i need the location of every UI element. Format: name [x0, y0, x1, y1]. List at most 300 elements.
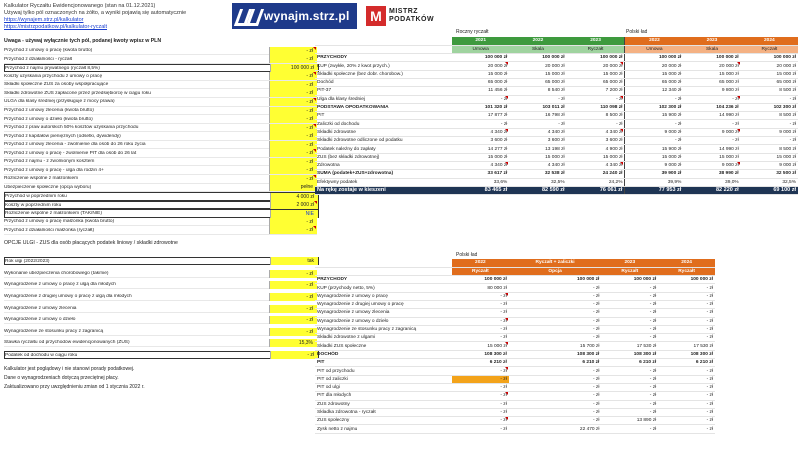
column-subheader: Ryczałt — [452, 267, 509, 275]
value-cell: - zł — [452, 367, 509, 375]
input-label: Rozliczenie wspólne z małżonkiem — [4, 176, 79, 182]
option-row — [4, 316, 317, 324]
header-spacer — [315, 37, 452, 45]
option-value: - zł — [306, 305, 313, 312]
value-cell: - zł — [509, 292, 602, 300]
input-field[interactable] — [269, 81, 317, 89]
value-cell: - zł — [452, 95, 509, 103]
input-row — [4, 158, 317, 166]
value-cell: - zł — [452, 375, 509, 383]
input-label: Przychód z najmu - z zwolnionym kosztem — [4, 159, 95, 165]
input-field[interactable] — [269, 149, 317, 157]
input-label: Przychód z umowy o pracę małżonka (kwota brutto) — [4, 219, 115, 225]
input-row — [4, 124, 317, 132]
input-row — [4, 218, 317, 226]
value-cell: - zł — [452, 334, 509, 342]
value-cell: 100 000 zł — [509, 54, 566, 62]
column-subheader: Umowa — [625, 45, 683, 53]
value-cell: 8 500 zł — [741, 112, 798, 120]
value-cell: 15 000 zł — [509, 70, 566, 78]
column-subheader: Ryczałt — [658, 267, 715, 275]
input-field[interactable] — [269, 158, 317, 166]
value-cell: - zł — [658, 325, 715, 333]
input-label: Składki zdrowotne ZUS zapłacone przez przedsiębiorcę w ciągu roku — [4, 90, 151, 96]
value-cell: 100 000 zł — [452, 54, 509, 62]
input-label: Przychód z działalności - ryczałt — [4, 56, 72, 62]
input-label: Rozliczenie wspólne z małżonkiem (TAK/NIE) — [5, 211, 102, 217]
value-cell: - zł — [658, 400, 715, 408]
table-row — [315, 153, 798, 161]
input-field[interactable] — [270, 210, 318, 218]
row-label: Zdrowotna — [315, 161, 452, 169]
value-cell: - zł — [658, 375, 715, 383]
table-row — [315, 62, 798, 70]
input-value: 100 000 zł — [290, 65, 314, 72]
value-cell: - zł — [683, 95, 740, 103]
input-value: - zł — [306, 116, 313, 123]
input-row — [4, 141, 317, 149]
value-cell: 15 700 zł — [509, 342, 602, 350]
input-field[interactable] — [269, 175, 317, 183]
value-cell: 8 500 zł — [741, 87, 798, 95]
value-cell: 15 000 zł — [625, 153, 683, 161]
row-label: PIT od przychodu — [315, 367, 452, 375]
note-line: Dane o wynagrodzeniach dotyczą przeciętnej płacy. — [4, 375, 119, 381]
option-label: Wynagrodzenie z drugiej umowy o pracę z ulgą dla młodych — [4, 294, 132, 300]
table-row — [315, 284, 715, 292]
table-row — [315, 87, 798, 95]
wynajem-logo[interactable] — [232, 3, 357, 29]
value-cell: 33 617 zł — [452, 170, 509, 178]
option-field[interactable] — [270, 257, 318, 265]
value-cell: 14 277 zł — [452, 145, 509, 153]
table-row — [315, 112, 798, 120]
value-cell: 100 000 zł — [683, 54, 740, 62]
row-label: DOCHÓD — [315, 350, 452, 358]
value-cell: - zł — [625, 137, 683, 145]
table-row — [315, 292, 715, 300]
header-spacer — [315, 267, 452, 275]
option-field[interactable] — [269, 316, 317, 324]
value-cell: 65 000 zł — [452, 78, 509, 86]
value-cell: 4 340 zł — [509, 128, 566, 136]
value-cell: - zł — [601, 292, 658, 300]
value-cell: 9 000 zł — [625, 161, 683, 169]
value-cell: - zł — [509, 375, 602, 383]
value-cell: 15 000 zł — [625, 70, 683, 78]
value-cell: - zł — [509, 417, 602, 425]
table-row — [315, 120, 798, 128]
option-value: - zł — [306, 270, 313, 277]
value-cell: 33,6% — [452, 178, 509, 186]
row-label: ZUS (bez składki zdrowotnej) — [315, 153, 452, 161]
row-label: Składka zdrowotna - ryczałt — [315, 408, 452, 416]
value-cell: 4 340 zł — [452, 161, 509, 169]
value-cell: 100 000 zł — [601, 276, 658, 284]
input-row — [4, 81, 317, 89]
table-row — [315, 309, 715, 317]
value-cell: 11 456 zł — [452, 87, 509, 95]
value-cell: 100 000 zł — [625, 54, 683, 62]
column-header: 2021 — [452, 37, 509, 45]
value-cell: - zł — [452, 392, 509, 400]
value-cell: 24,2% — [567, 178, 625, 186]
value-cell: - zł — [509, 284, 602, 292]
header-spacer — [315, 259, 452, 267]
input-row — [4, 73, 317, 81]
section1-title: Uwaga - używaj wyłącznie tych pól, podanej kwoty wpisz w PLN — [4, 38, 162, 44]
row-label: PIT — [315, 359, 452, 367]
row-label: PIT od zaliczki — [315, 375, 452, 383]
value-cell: 8 540 zł — [509, 87, 566, 95]
value-cell: 9 000 zł — [683, 128, 740, 136]
row-label: Wynagrodzenie z umowy o pracę — [315, 292, 452, 300]
footer-label: Na rękę zostaje w kieszeni — [315, 186, 452, 194]
value-cell: - zł — [509, 408, 602, 416]
row-label: Efektywny podatek — [315, 178, 452, 186]
value-cell: - zł — [601, 408, 658, 416]
row-label: KUP (zwykłe, 20% z kwot przych.) — [315, 62, 452, 70]
column-header: Ryczałt + zaliczki — [509, 259, 602, 267]
value-cell: 100 000 zł — [741, 54, 798, 62]
row-label: PRZYCHODY — [315, 276, 452, 284]
option-field[interactable] — [269, 328, 317, 336]
option-field[interactable] — [269, 293, 317, 301]
option-value: 15,3% — [298, 339, 313, 346]
column-header: 2022 — [509, 37, 566, 45]
table1 — [315, 37, 798, 195]
input-label: Przychód z najmu prywatnego (ryczałt 8,5%) — [5, 65, 100, 71]
value-cell: 17 877 zł — [452, 112, 509, 120]
value-cell: 4 340 zł — [509, 161, 566, 169]
note-line: Zaktualizowano przy uwzględnieniu zmian od 1 stycznia 2022 r. — [4, 384, 145, 390]
row-label: Składki ZUS społeczne — [315, 342, 452, 350]
value-cell: - zł — [509, 325, 602, 333]
footer-value: 82 220 zł — [683, 186, 740, 194]
value-cell: - zł — [509, 95, 566, 103]
input-field[interactable] — [269, 47, 317, 55]
table-row — [315, 128, 798, 136]
column-header: 2022 — [452, 259, 509, 267]
value-cell: 9 000 zł — [625, 128, 683, 136]
value-cell: 9 800 zł — [683, 87, 740, 95]
row-label: ZUS społeczny — [315, 417, 452, 425]
row-label: Wynagrodzenie z umowy zlecenia — [315, 309, 452, 317]
value-cell: 65 000 zł — [567, 78, 625, 86]
value-cell: - zł — [658, 292, 715, 300]
input-row — [4, 107, 317, 115]
option-field[interactable] — [269, 305, 317, 313]
value-cell: - zł — [509, 367, 602, 375]
option-row — [4, 270, 317, 278]
option-field[interactable] — [269, 270, 317, 278]
value-cell: - zł — [658, 392, 715, 400]
row-label: Składki zdrowotne odliczone od podatku — [315, 137, 452, 145]
value-cell: 15 000 zł — [741, 70, 798, 78]
value-cell: 6 210 zł — [452, 359, 509, 367]
value-cell: - zł — [601, 309, 658, 317]
value-cell: 3 600 zł — [509, 137, 566, 145]
value-cell: - zł — [452, 400, 509, 408]
value-cell: 4 900 zł — [567, 145, 625, 153]
row-label: Zysk netto z najmu — [315, 425, 452, 433]
table-row — [315, 383, 715, 391]
input-field[interactable] — [270, 64, 318, 72]
value-cell: 65 000 zł — [625, 78, 683, 86]
input-field[interactable] — [269, 226, 317, 234]
value-cell: - zł — [452, 325, 509, 333]
value-cell: - zł — [658, 317, 715, 325]
input-row — [4, 184, 317, 192]
value-cell: 13 890 zł — [601, 417, 658, 425]
footer-value: 76 061 zł — [567, 186, 625, 194]
value-cell: - zł — [509, 317, 602, 325]
value-cell: - zł — [601, 284, 658, 292]
value-cell: - zł — [658, 417, 715, 425]
value-cell: 16 798 zł — [509, 112, 566, 120]
table-row — [315, 161, 798, 169]
input-row — [4, 201, 319, 209]
column-header: 2023 — [683, 37, 740, 45]
value-cell: 108 300 zł — [452, 350, 509, 358]
column-header: 2023 — [567, 37, 625, 45]
input-value: - zł — [306, 150, 313, 157]
column-subheader: Skala — [509, 45, 566, 53]
input-field[interactable] — [270, 193, 318, 201]
input-field[interactable] — [269, 115, 317, 123]
input-value: - zł — [306, 98, 313, 105]
column-subheader: Ryczałt — [567, 45, 625, 53]
option-value: - zł — [306, 281, 313, 288]
column-subheader: Opcja — [509, 267, 602, 275]
input-field[interactable] — [269, 72, 317, 80]
input-label: Koszty uzyskania przychodu z umowy o pracę — [4, 73, 103, 79]
option-row — [4, 351, 319, 359]
input-value: - zł — [306, 107, 313, 114]
header-lines — [4, 3, 226, 31]
value-cell: - zł — [658, 284, 715, 292]
value-cell: - zł — [452, 120, 509, 128]
value-cell: - zł — [658, 408, 715, 416]
value-cell: 39,9% — [625, 178, 683, 186]
option-label: Rok ulgi (2022/2023) — [5, 258, 50, 264]
input-value: - zł — [306, 133, 313, 140]
value-cell: - zł — [741, 95, 798, 103]
option-value: - zł — [306, 316, 313, 323]
input-row — [4, 56, 317, 64]
input-row — [4, 64, 319, 72]
input-row — [4, 192, 319, 200]
table-row — [315, 300, 715, 308]
value-cell: 20 000 zł — [509, 62, 566, 70]
mistrz-logo[interactable] — [366, 3, 456, 29]
table1-right-caption: Polski ład — [626, 29, 648, 35]
value-cell: 15 000 zł — [509, 153, 566, 161]
value-cell: - zł — [509, 120, 566, 128]
input-value: - zł — [306, 141, 313, 148]
value-cell: 102 300 zł — [741, 103, 798, 111]
value-cell: 24 240 zł — [567, 170, 625, 178]
row-label: Składki zdrowotne — [315, 128, 452, 136]
row-label: KUP (przychody netto, 5%) — [315, 284, 452, 292]
option-value: - zł — [306, 293, 313, 300]
input-label: Koszty w poprzednim roku — [5, 202, 62, 208]
table-subheader-row — [315, 267, 715, 275]
header-link[interactable]: https://wynajem.strz.pl/kalkulator — [4, 17, 84, 23]
table-row — [315, 95, 798, 103]
value-cell: 65 000 zł — [741, 78, 798, 86]
input-row — [4, 167, 317, 175]
mistrz-logo-top: MISTRZ — [389, 8, 419, 15]
value-cell: 15 000 zł — [683, 153, 740, 161]
row-label: Ulga dla klasy średniej — [315, 95, 452, 103]
row-label: Wynagrodzenie z umowy o dzieło — [315, 317, 452, 325]
input-field[interactable] — [270, 201, 318, 209]
value-cell: - zł — [452, 408, 509, 416]
row-label: Wynagrodzenie ze stosunku pracy z zagranicą — [315, 325, 452, 333]
input-value: 4 000 zł — [296, 193, 314, 200]
row-label: PODSTAWA OPODATKOWANIA — [315, 103, 452, 111]
value-cell: 9 000 zł — [741, 161, 798, 169]
row-label: PRZYCHODY — [315, 54, 452, 62]
value-cell: 104 236 zł — [683, 103, 740, 111]
value-cell: 39,0% — [683, 178, 740, 186]
column-subheader: Umowa — [452, 45, 509, 53]
value-cell: - zł — [452, 317, 509, 325]
table-row — [315, 276, 715, 284]
input-field[interactable] — [269, 183, 317, 191]
option-label: Wynagrodzenie ze stosunku pracy z zagranicą — [4, 329, 104, 335]
value-cell: - zł — [509, 400, 602, 408]
value-cell: - zł — [625, 95, 683, 103]
value-cell: 32 500 zł — [741, 170, 798, 178]
value-cell: 100 000 zł — [658, 276, 715, 284]
section2-title: OPCJE ULGI - ZUS dla osób płacących podatek liniowy / składki zdrowotne — [4, 240, 178, 246]
table1-left-caption: Roczny ryczałt — [456, 29, 489, 35]
value-cell: 65 000 zł — [683, 78, 740, 86]
row-label: Podatek należny do zapłaty — [315, 145, 452, 153]
note-line: Kalkulator jest poglądowy i nie stanowi porady podatkowej. — [4, 366, 135, 372]
option-row — [4, 281, 317, 289]
value-cell: 22 470 zł — [509, 425, 602, 433]
table-row — [315, 170, 798, 178]
table-row — [315, 417, 715, 425]
value-cell: 108 300 zł — [658, 350, 715, 358]
value-cell: - zł — [658, 425, 715, 433]
row-label: PIT od ulgi — [315, 383, 452, 391]
value-cell: - zł — [452, 292, 509, 300]
value-cell: 80 000 zł — [452, 284, 509, 292]
table-header-row — [315, 37, 798, 45]
table-row — [315, 145, 798, 153]
value-cell: 4 340 zł — [567, 161, 625, 169]
column-header: 2024 — [741, 37, 798, 45]
value-cell: 15 900 zł — [625, 112, 683, 120]
value-cell: - zł — [601, 367, 658, 375]
input-value: - zł — [306, 227, 313, 234]
row-label: PIT dla młodych — [315, 392, 452, 400]
value-cell: 4 340 zł — [567, 128, 625, 136]
option-field[interactable] — [269, 281, 317, 289]
value-cell: - zł — [567, 120, 625, 128]
input-field[interactable] — [269, 218, 317, 226]
value-cell: - zł — [741, 137, 798, 145]
value-cell: - zł — [658, 367, 715, 375]
table-row — [315, 359, 715, 367]
value-cell: - zł — [601, 425, 658, 433]
header-spacer — [315, 45, 452, 53]
input-field[interactable] — [269, 107, 317, 115]
row-label: SUMA (podatek+ZUS+zdrowotna) — [315, 170, 452, 178]
footer-value: 69 100 zł — [741, 186, 798, 194]
option-row — [4, 305, 317, 313]
value-cell: 17 530 zł — [658, 342, 715, 350]
input-row — [4, 98, 317, 106]
input-value: - zł — [306, 90, 313, 97]
value-cell: - zł — [509, 383, 602, 391]
column-subheader: Ryczałt — [741, 45, 798, 53]
value-cell: - zł — [509, 309, 602, 317]
value-cell: 3 600 zł — [567, 137, 625, 145]
input-field[interactable] — [269, 98, 317, 106]
option-field[interactable] — [270, 351, 318, 359]
value-cell: 14 990 zł — [683, 145, 740, 153]
value-cell: 15 000 zł — [452, 342, 509, 350]
table-row — [315, 137, 798, 145]
value-cell: 20 000 zł — [625, 62, 683, 70]
comment-marker-icon[interactable] — [314, 201, 317, 204]
option-row — [4, 257, 319, 265]
input-row — [4, 133, 317, 141]
input-label: Przychód z umowy o dzieło (kwota brutto) — [4, 116, 93, 122]
input-value: - zł — [306, 47, 313, 54]
comment-marker-icon[interactable] — [313, 226, 316, 229]
value-cell: 15 000 zł — [741, 153, 798, 161]
input-row — [4, 47, 317, 55]
value-cell: 3 600 zł — [452, 137, 509, 145]
value-cell: 6 210 zł — [601, 359, 658, 367]
value-cell: - zł — [601, 325, 658, 333]
input-field[interactable] — [269, 124, 317, 132]
table-row — [315, 400, 715, 408]
value-cell: 100 000 zł — [452, 276, 509, 284]
value-cell: - zł — [601, 317, 658, 325]
input-field[interactable] — [269, 141, 317, 149]
input-field[interactable] — [269, 89, 317, 97]
input-field[interactable] — [269, 166, 317, 174]
option-label: Stawka ryczałtu od przychodów ewidencjonowanych (ZUS) — [4, 340, 130, 346]
value-cell: - zł — [452, 383, 509, 391]
table2 — [315, 259, 715, 434]
input-field[interactable] — [269, 55, 317, 63]
value-cell: - zł — [601, 392, 658, 400]
row-label: PIT-37 — [315, 87, 452, 95]
table-header-row — [315, 259, 715, 267]
value-cell: 100 000 zł — [509, 276, 602, 284]
input-label: Przychód z praw autorskich 50% kosztów uzyskania przychodu — [4, 125, 139, 131]
row-label: Składki społeczne (bez dobr. chorobow.) — [315, 70, 452, 78]
input-field[interactable] — [269, 132, 317, 140]
table-row — [315, 103, 798, 111]
header-link[interactable]: https://mistrzpodatkow.pl/kalkulator-ryczalt — [4, 24, 108, 30]
table-row — [315, 425, 715, 433]
value-cell: 38 990 zł — [683, 170, 740, 178]
option-value: - zł — [307, 352, 314, 359]
option-label: Podatek od dochodu w ciągu roku — [5, 352, 78, 358]
option-field[interactable] — [269, 339, 317, 347]
option-label: Wynagrodzenie z umowy o pracę z ulgą dla młodych — [4, 282, 116, 288]
value-cell: 15 000 zł — [567, 153, 625, 161]
